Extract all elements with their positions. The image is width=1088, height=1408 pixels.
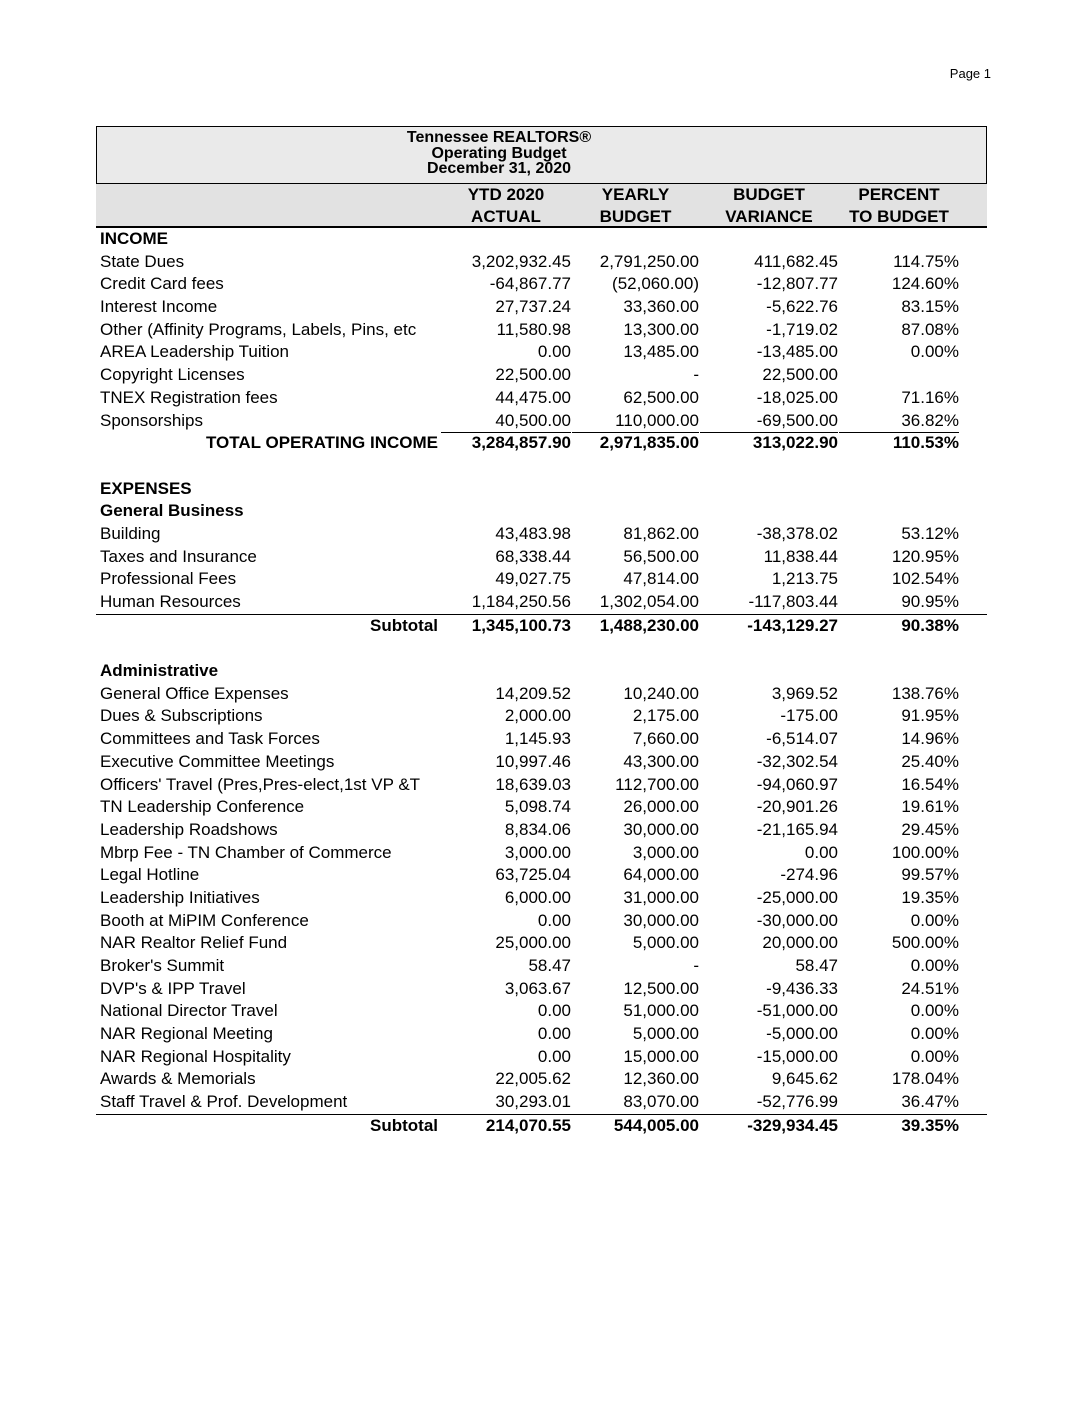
- cell-actual: 68,338.44: [495, 546, 571, 566]
- row-label: NAR Regional Hospitality: [100, 1046, 291, 1066]
- cell-percent: 138.76%: [891, 683, 959, 703]
- cell-actual: 6,000.00: [504, 887, 571, 907]
- cell-variance: 22,500.00: [762, 365, 838, 385]
- cell-variance: 58.47: [795, 956, 838, 975]
- row-label: NAR Realtor Relief Fund: [100, 933, 288, 953]
- row-label: Legal Hotline: [100, 865, 200, 885]
- cell-percent: 25.40%: [901, 751, 959, 771]
- cell-variance: -30,000.00: [756, 910, 838, 930]
- cell-actual: 1,345,100.73: [471, 615, 571, 635]
- cell-budget: 5,000.00: [632, 933, 699, 953]
- cell-variance: -274.96: [780, 865, 838, 885]
- table-row: [96, 251, 987, 274]
- table-row: [96, 842, 987, 865]
- cell-variance: 20,000.00: [762, 933, 838, 953]
- cell-actual: 214,070.55: [485, 1115, 571, 1135]
- cell-variance: -20,901.26: [756, 797, 838, 817]
- row-label: General Office Expenses: [100, 683, 289, 703]
- cell-budget: 110,000.00: [572, 410, 699, 434]
- row-label: Awards & Memorials: [100, 1069, 256, 1089]
- row-label: Copyright Licenses: [100, 365, 245, 385]
- cell-percent: 90.38%: [901, 615, 959, 635]
- cell-percent: 100.00%: [891, 842, 959, 862]
- cell-budget: 5,000.00: [632, 1024, 699, 1044]
- cell-variance: -175.00: [780, 706, 838, 726]
- cell-variance: -94,060.97: [756, 774, 838, 794]
- cell-actual: 8,834.06: [504, 819, 571, 839]
- report-title-date: December 31, 2020: [426, 160, 572, 177]
- row-label: Leadership Initiatives: [100, 887, 260, 907]
- row-label: DVP's & IPP Travel: [100, 978, 246, 998]
- cell-variance: -13,485.00: [756, 342, 838, 362]
- table-row: [96, 296, 987, 319]
- cell-percent: 99.57%: [901, 865, 959, 885]
- table-row: [96, 955, 987, 978]
- cell-variance: -12,807.77: [756, 274, 838, 294]
- table-row: [96, 887, 987, 910]
- cell-budget: 31,000.00: [623, 887, 699, 907]
- cell-actual: 22,500.00: [495, 365, 571, 385]
- row-label: Broker's Summit: [100, 956, 225, 975]
- cell-variance: -5,000.00: [766, 1024, 838, 1044]
- row-label: Professional Fees: [100, 569, 237, 589]
- cell-variance: 11,838.44: [763, 546, 838, 566]
- cell-budget: 26,000.00: [623, 797, 699, 817]
- row-label: TOTAL OPERATING INCOME: [205, 433, 438, 453]
- table-row: [96, 319, 987, 342]
- cell-percent: 36.47%: [901, 1092, 959, 1112]
- cell-actual: 3,202,932.45: [471, 251, 571, 271]
- cell-actual: 3,000.00: [504, 842, 571, 862]
- table-row: [96, 683, 987, 706]
- cell-variance: -32,302.54: [756, 751, 838, 771]
- cell-actual: 14,209.52: [495, 683, 571, 703]
- cell-variance: -51,000.00: [756, 1001, 838, 1021]
- column-header-actual: YTD 2020 ACTUAL: [467, 185, 545, 226]
- budget-sheet: [96, 126, 987, 1138]
- table-body: [96, 228, 987, 1138]
- cell-budget: 12,360.00: [623, 1069, 699, 1089]
- cell-variance: -15,000.00: [756, 1046, 838, 1066]
- table-row: [96, 1000, 987, 1023]
- table-row: [96, 978, 987, 1001]
- cell-variance: -143,129.27: [747, 615, 838, 635]
- cell-actual: 1,145.93: [504, 729, 571, 749]
- cell-variance: -5,622.76: [766, 297, 838, 317]
- cell-actual: 0.00: [537, 342, 571, 362]
- table-row: [96, 1046, 987, 1069]
- row-label: TN Leadership Conference: [100, 797, 305, 817]
- cell-percent: 83.15%: [901, 297, 959, 317]
- cell-budget: -: [693, 365, 699, 385]
- cell-budget: 2,971,835.00: [599, 433, 699, 453]
- table-row: [96, 751, 987, 774]
- cell-actual: 0.00: [537, 1001, 571, 1021]
- cell-percent: 16.54%: [901, 774, 959, 794]
- table-row: [96, 819, 987, 842]
- table-row: [96, 1091, 987, 1115]
- cell-variance: 3,969.52: [771, 683, 838, 703]
- cell-percent: 110.53%: [892, 433, 959, 453]
- row-label: Dues & Subscriptions: [100, 706, 263, 726]
- row-label: Human Resources: [100, 592, 241, 611]
- cell-budget: 83,070.00: [623, 1092, 699, 1112]
- cell-actual: 27,737.24: [495, 297, 571, 317]
- cell-percent: 14.96%: [901, 729, 959, 749]
- cell-actual: 0.00: [537, 1024, 571, 1044]
- cell-percent: 36.82%: [839, 410, 959, 434]
- cell-percent: 19.35%: [901, 887, 959, 907]
- cell-actual: 5,098.74: [504, 797, 571, 817]
- spacer-row: [96, 455, 987, 478]
- cell-percent: 53.12%: [901, 523, 959, 543]
- cell-actual: 58.47: [528, 956, 571, 975]
- row-label: Mbrp Fee - TN Chamber of Commerce: [100, 842, 392, 862]
- table-row: [96, 410, 987, 433]
- cell-percent: 0.00%: [910, 1046, 959, 1066]
- cell-percent: 87.08%: [901, 319, 959, 339]
- cell-variance: -1,719.02: [766, 319, 838, 339]
- cell-budget: 1,488,230.00: [599, 615, 699, 635]
- table-row: [96, 910, 987, 933]
- cell-actual: 2,000.00: [504, 706, 571, 726]
- cell-budget: 47,814.00: [623, 569, 699, 589]
- column-header-budget: YEARLY BUDGET: [599, 185, 672, 226]
- cell-variance: 313,022.90: [752, 433, 838, 453]
- row-label: Building: [100, 523, 161, 543]
- cell-percent: 178.04%: [891, 1069, 959, 1089]
- cell-budget: 64,000.00: [623, 865, 699, 885]
- cell-variance: -21,165.94: [756, 819, 838, 839]
- report-title-name: Operating Budget: [431, 144, 567, 162]
- page-number: Page 1: [949, 66, 991, 81]
- cell-actual: 40,500.00: [441, 410, 571, 434]
- cell-budget: -: [693, 956, 699, 975]
- row-label: AREA Leadership Tuition: [100, 342, 290, 362]
- cell-budget: 3,000.00: [632, 842, 699, 862]
- row-label: Committees and Task Forces: [100, 729, 320, 749]
- report-title-block: [96, 126, 987, 183]
- cell-budget: 51,000.00: [623, 1001, 699, 1021]
- cell-actual: 63,725.04: [495, 865, 571, 885]
- cell-variance: -117,803.44: [748, 592, 838, 611]
- cell-actual: 0.00: [537, 910, 571, 930]
- cell-actual: 3,284,857.90: [471, 433, 571, 453]
- cell-variance: 9,645.62: [771, 1069, 838, 1089]
- cell-percent: 24.51%: [901, 978, 959, 998]
- report-title-org: Tennessee REALTORS®: [406, 129, 592, 146]
- cell-actual: 44,475.00: [495, 387, 571, 407]
- cell-budget: 544,005.00: [613, 1115, 699, 1135]
- row-label: Booth at MiPIM Conference: [100, 910, 309, 930]
- cell-variance: -9,436.33: [766, 978, 838, 998]
- row-label: Subtotal: [370, 615, 438, 635]
- table-row: [96, 341, 987, 364]
- table-row: [96, 273, 987, 296]
- table-row: [96, 774, 987, 797]
- table-row: [96, 591, 987, 615]
- cell-variance: -69,500.00: [700, 410, 838, 434]
- column-header-variance: BUDGET VARIANCE: [725, 185, 813, 226]
- row-label: Executive Committee Meetings: [100, 751, 335, 771]
- cell-budget: (52,060.00): [612, 274, 699, 294]
- general-business-heading: [96, 500, 987, 523]
- administrative-subtotal-row: [96, 1115, 987, 1138]
- cell-variance: -329,934.45: [747, 1115, 838, 1135]
- cell-percent: 29.45%: [901, 819, 959, 839]
- total-operating-income-row: [96, 432, 987, 455]
- cell-actual: 10,997.46: [495, 751, 571, 771]
- cell-percent: 91.95%: [901, 706, 959, 726]
- spacer-row: [96, 637, 987, 660]
- table-row: [96, 705, 987, 728]
- table-row: [96, 546, 987, 569]
- cell-budget: 112,700.00: [615, 774, 699, 794]
- cell-percent: 0.00%: [910, 342, 959, 362]
- administrative-heading: [96, 660, 987, 683]
- cell-percent: 71.16%: [901, 387, 959, 407]
- cell-percent: 19.61%: [901, 797, 959, 817]
- row-label: Subtotal: [370, 1115, 438, 1135]
- row-label: TNEX Registration fees: [100, 387, 278, 407]
- column-header-row: [96, 183, 987, 228]
- cell-percent: 120.95%: [891, 546, 959, 566]
- cell-variance: -38,378.02: [756, 523, 838, 543]
- cell-percent: 102.54%: [891, 569, 959, 589]
- row-label: Taxes and Insurance: [100, 546, 257, 566]
- cell-budget: 15,000.00: [623, 1046, 699, 1066]
- cell-percent: 0.00%: [910, 1024, 959, 1044]
- cell-variance: -25,000.00: [756, 887, 838, 907]
- table-row: [96, 1068, 987, 1091]
- table-row: [96, 796, 987, 819]
- row-label: Administrative: [100, 661, 219, 681]
- table-row: [96, 523, 987, 546]
- table-row: [96, 364, 987, 387]
- cell-variance: 1,213.75: [771, 569, 838, 589]
- cell-budget: 33,360.00: [623, 297, 699, 317]
- cell-budget: 30,000.00: [623, 910, 699, 930]
- row-label: Officers' Travel (Pres,Pres-elect,1st VP &T: [100, 774, 421, 794]
- row-label: Other (Affinity Programs, Labels, Pins, etc: [100, 319, 417, 339]
- cell-variance: -6,514.07: [766, 729, 838, 749]
- table-row: [96, 568, 987, 591]
- row-label: State Dues: [100, 251, 185, 271]
- cell-actual: 25,000.00: [495, 933, 571, 953]
- cell-percent: 39.35%: [901, 1115, 959, 1135]
- cell-budget: 62,500.00: [623, 387, 699, 407]
- cell-percent: 114.75%: [893, 251, 959, 271]
- row-label: Leadership Roadshows: [100, 819, 278, 839]
- cell-budget: 12,500.00: [623, 978, 699, 998]
- row-label: INCOME: [100, 229, 168, 248]
- cell-budget: 2,791,250.00: [599, 251, 699, 271]
- row-label: Interest Income: [100, 297, 218, 317]
- general-business-subtotal-row: [96, 615, 987, 638]
- cell-percent: 0.00%: [910, 1001, 959, 1021]
- row-label: Staff Travel & Prof. Development: [100, 1092, 348, 1112]
- row-label: General Business: [100, 501, 244, 521]
- cell-actual: 1,184,250.56: [471, 592, 571, 611]
- cell-percent: 500.00%: [891, 933, 959, 953]
- table-row: [96, 728, 987, 751]
- row-label: National Director Travel: [100, 1001, 278, 1021]
- cell-actual: 43,483.98: [495, 523, 571, 543]
- cell-budget: 30,000.00: [623, 819, 699, 839]
- cell-budget: 13,300.00: [623, 319, 699, 339]
- cell-budget: 7,660.00: [632, 729, 699, 749]
- cell-variance: 411,682.45: [754, 251, 838, 271]
- income-heading: [96, 228, 987, 251]
- row-label: Sponsorships: [100, 410, 204, 430]
- cell-budget: 81,862.00: [623, 523, 699, 543]
- cell-budget: 56,500.00: [623, 546, 699, 566]
- table-row: [96, 864, 987, 887]
- cell-budget: 43,300.00: [623, 751, 699, 771]
- cell-budget: 10,240.00: [623, 683, 699, 703]
- table-row: [96, 932, 987, 955]
- expenses-heading: [96, 478, 987, 501]
- cell-actual: -64,867.77: [489, 274, 571, 294]
- cell-budget: 1,302,054.00: [599, 592, 699, 611]
- cell-variance: 0.00: [804, 842, 838, 862]
- table-row: [96, 387, 987, 410]
- row-label: NAR Regional Meeting: [100, 1024, 273, 1044]
- cell-percent: 90.95%: [901, 592, 959, 611]
- cell-percent: 124.60%: [891, 274, 959, 294]
- cell-actual: 49,027.75: [495, 569, 571, 589]
- cell-actual: 3,063.67: [504, 978, 571, 998]
- column-header-percent: PERCENT TO BUDGET: [849, 185, 949, 226]
- cell-budget: 13,485.00: [623, 342, 699, 362]
- cell-actual: 11,580.98: [496, 319, 571, 339]
- cell-variance: -18,025.00: [756, 387, 838, 407]
- cell-budget: 2,175.00: [632, 706, 699, 726]
- cell-actual: 0.00: [537, 1046, 571, 1066]
- cell-actual: 22,005.62: [495, 1069, 571, 1089]
- cell-actual: 18,639.03: [495, 774, 571, 794]
- row-label: EXPENSES: [100, 478, 192, 498]
- table-row: [96, 1023, 987, 1046]
- cell-variance: -52,776.99: [756, 1092, 838, 1112]
- row-label: Credit Card fees: [100, 274, 224, 294]
- cell-actual: 30,293.01: [495, 1092, 571, 1112]
- cell-percent: 0.00%: [910, 910, 959, 930]
- cell-percent: 0.00%: [910, 956, 959, 975]
